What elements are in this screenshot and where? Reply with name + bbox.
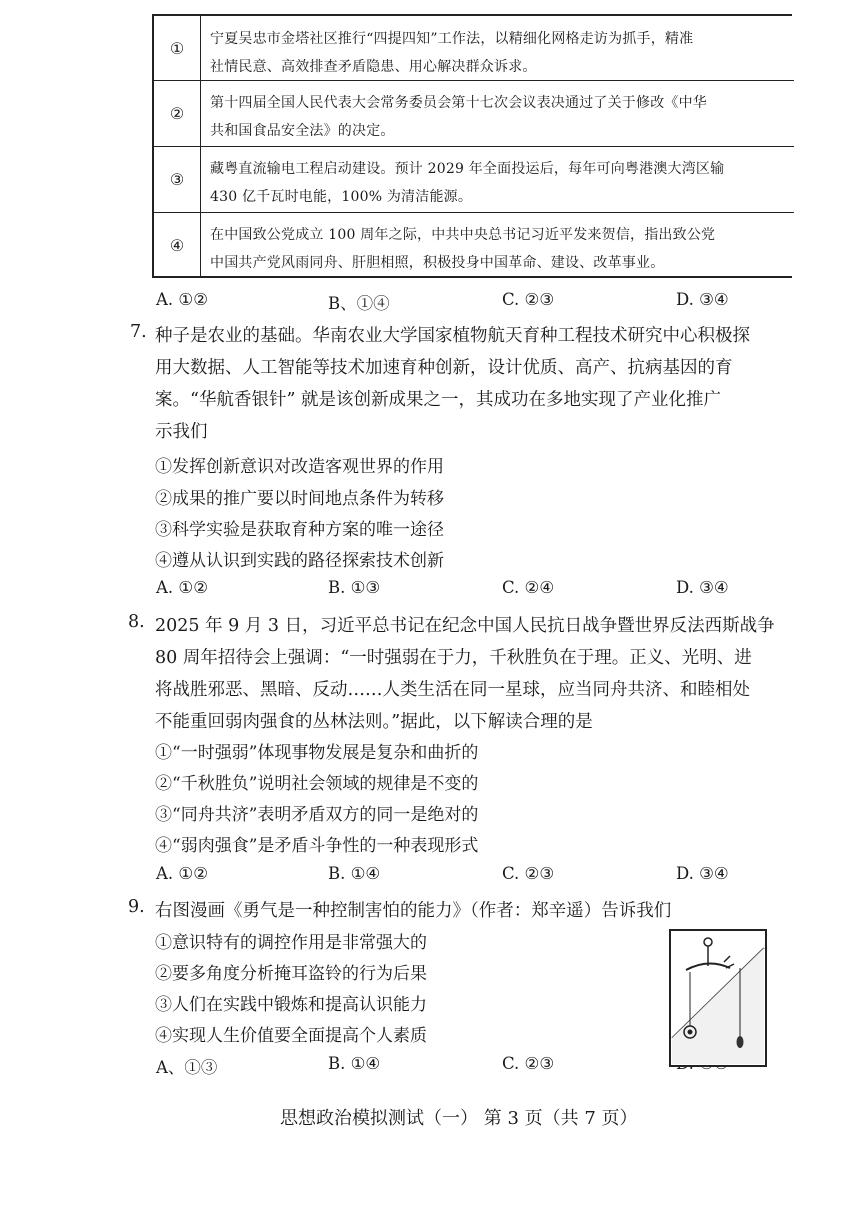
row-text-line1: 在中国致公党成立 100 周年之际，中共中央总书记习近平发来贺信，指出致公党 <box>210 227 716 243</box>
q9-line: 右图漫画《勇气是一种控制害怕的能力》（作者：郑辛遥）告诉我们 <box>155 901 672 921</box>
q9-statement: ①意识特有的调控作用是非常强大的 <box>155 933 427 953</box>
q8-statement: ④“弱肉强食”是矛盾斗争性的一种表现形式 <box>155 836 479 856</box>
q8-option-b[interactable]: B. ①④ <box>328 864 381 883</box>
q8-option-a[interactable]: A. ①② <box>156 864 208 883</box>
q7-option-b[interactable]: B. ①③ <box>328 578 381 597</box>
row-text-line2: 共和国食品安全法》的决定。 <box>210 123 395 139</box>
q7-number: 7. <box>130 322 147 342</box>
q8-line: 2025 年 9 月 3 日，习近平总书记在纪念中国人民抗日战争暨世界反法西斯战争 <box>155 616 775 636</box>
q8-line: 将战胜邪恶、黑暗、反动……人类生活在同一星球，应当同舟共济、和睦相处 <box>155 680 750 700</box>
q8-statement: ②“千秋胜负”说明社会领域的规律是不变的 <box>155 774 479 794</box>
q6-option-d[interactable]: D. ③④ <box>676 290 729 309</box>
q7-statement: ③科学实验是获取育种方案的唯一途径 <box>155 520 444 540</box>
q9-statement: ②要多角度分析掩耳盗铃的行为后果 <box>155 964 427 984</box>
q9-number: 9. <box>128 897 145 917</box>
q9-option-b[interactable]: B. ①④ <box>328 1054 381 1073</box>
q8-line: 不能重回弱肉强食的丛林法则。”据此，以下解读合理的是 <box>155 712 593 732</box>
q7-line: 种子是农业的基础。华南农业大学国家植物航天育种工程技术研究中心积极探 <box>155 326 750 346</box>
q8-statement: ①“一时强弱”体现事物发展是复杂和曲折的 <box>155 743 479 763</box>
row-number: ① <box>154 16 201 80</box>
q8-option-c[interactable]: C. ②③ <box>502 864 555 883</box>
row-text-line2: 430 亿千瓦时电能，100% 为清洁能源。 <box>210 189 473 205</box>
q7-option-c[interactable]: C. ②④ <box>502 578 555 597</box>
table-row <box>154 212 794 278</box>
q7-statement: ②成果的推广要以时间地点条件为转移 <box>155 489 444 509</box>
q6-option-a[interactable]: A. ①② <box>156 290 208 309</box>
row-text-line2: 中国共产党风雨同舟、肝胆相照，积极投身中国革命、建设、改革事业。 <box>210 255 665 271</box>
cartoon-illustration <box>668 928 768 1068</box>
q8-statement: ③“同舟共济”表明矛盾双方的同一是绝对的 <box>155 805 479 825</box>
q7-line: 用大数据、人工智能等技术加速育种创新，设计优质、高产、抗病基因的育 <box>155 358 733 378</box>
q9-statement: ③人们在实践中锻炼和提高认识能力 <box>155 995 427 1015</box>
q7-statement: ①发挥创新意识对改造客观世界的作用 <box>155 457 444 477</box>
q8-option-d[interactable]: D. ③④ <box>676 864 729 883</box>
page-footer: 思想政治模拟测试（一） 第 3 页（共 7 页） <box>280 1108 638 1129</box>
q7-statement: ④遵从认识到实践的路径探索技术创新 <box>155 551 444 571</box>
q7-option-d[interactable]: D. ③④ <box>676 578 729 597</box>
table-row <box>154 80 794 147</box>
q9-option-c[interactable]: C. ②③ <box>502 1054 555 1073</box>
q7-option-a[interactable]: A. ①② <box>156 578 208 597</box>
q8-line: 80 周年招待会上强调：“一时强弱在于力，千秋胜负在于理。正义、光明、进 <box>155 648 752 668</box>
q8-number: 8. <box>128 612 145 632</box>
info-table <box>152 14 792 278</box>
q9-option-a[interactable]: A、①③ <box>156 1058 218 1077</box>
q6-option-c[interactable]: C. ②③ <box>502 290 555 309</box>
row-text-line1: 藏粤直流输电工程启动建设。预计 2029 年全面投运后，每年可向粤港澳大湾区输 <box>210 161 725 177</box>
row-text-line1: 宁夏吴忠市金塔社区推行“四提四知”工作法，以精细化网格走访为抓手，精准 <box>210 31 694 47</box>
table-row <box>154 146 794 213</box>
row-number: ③ <box>154 146 201 212</box>
row-number: ④ <box>154 212 201 278</box>
q7-line: 案。“华航香银针” 就是该创新成果之一，其成功在多地实现了产业化推广 <box>155 390 721 410</box>
q6-option-b[interactable]: B、①④ <box>328 294 390 313</box>
q9-statement: ④实现人生价值要全面提高个人素质 <box>155 1026 427 1046</box>
table-row <box>154 16 794 81</box>
row-text-line1: 第十四届全国人民代表大会常务委员会第十七次会议表决通过了关于修改《中华 <box>210 95 707 111</box>
q7-line: 示我们 <box>155 422 208 442</box>
row-text-line2: 社情民意、高效排查矛盾隐患、用心解决群众诉求。 <box>210 59 537 75</box>
row-number: ② <box>154 80 201 146</box>
